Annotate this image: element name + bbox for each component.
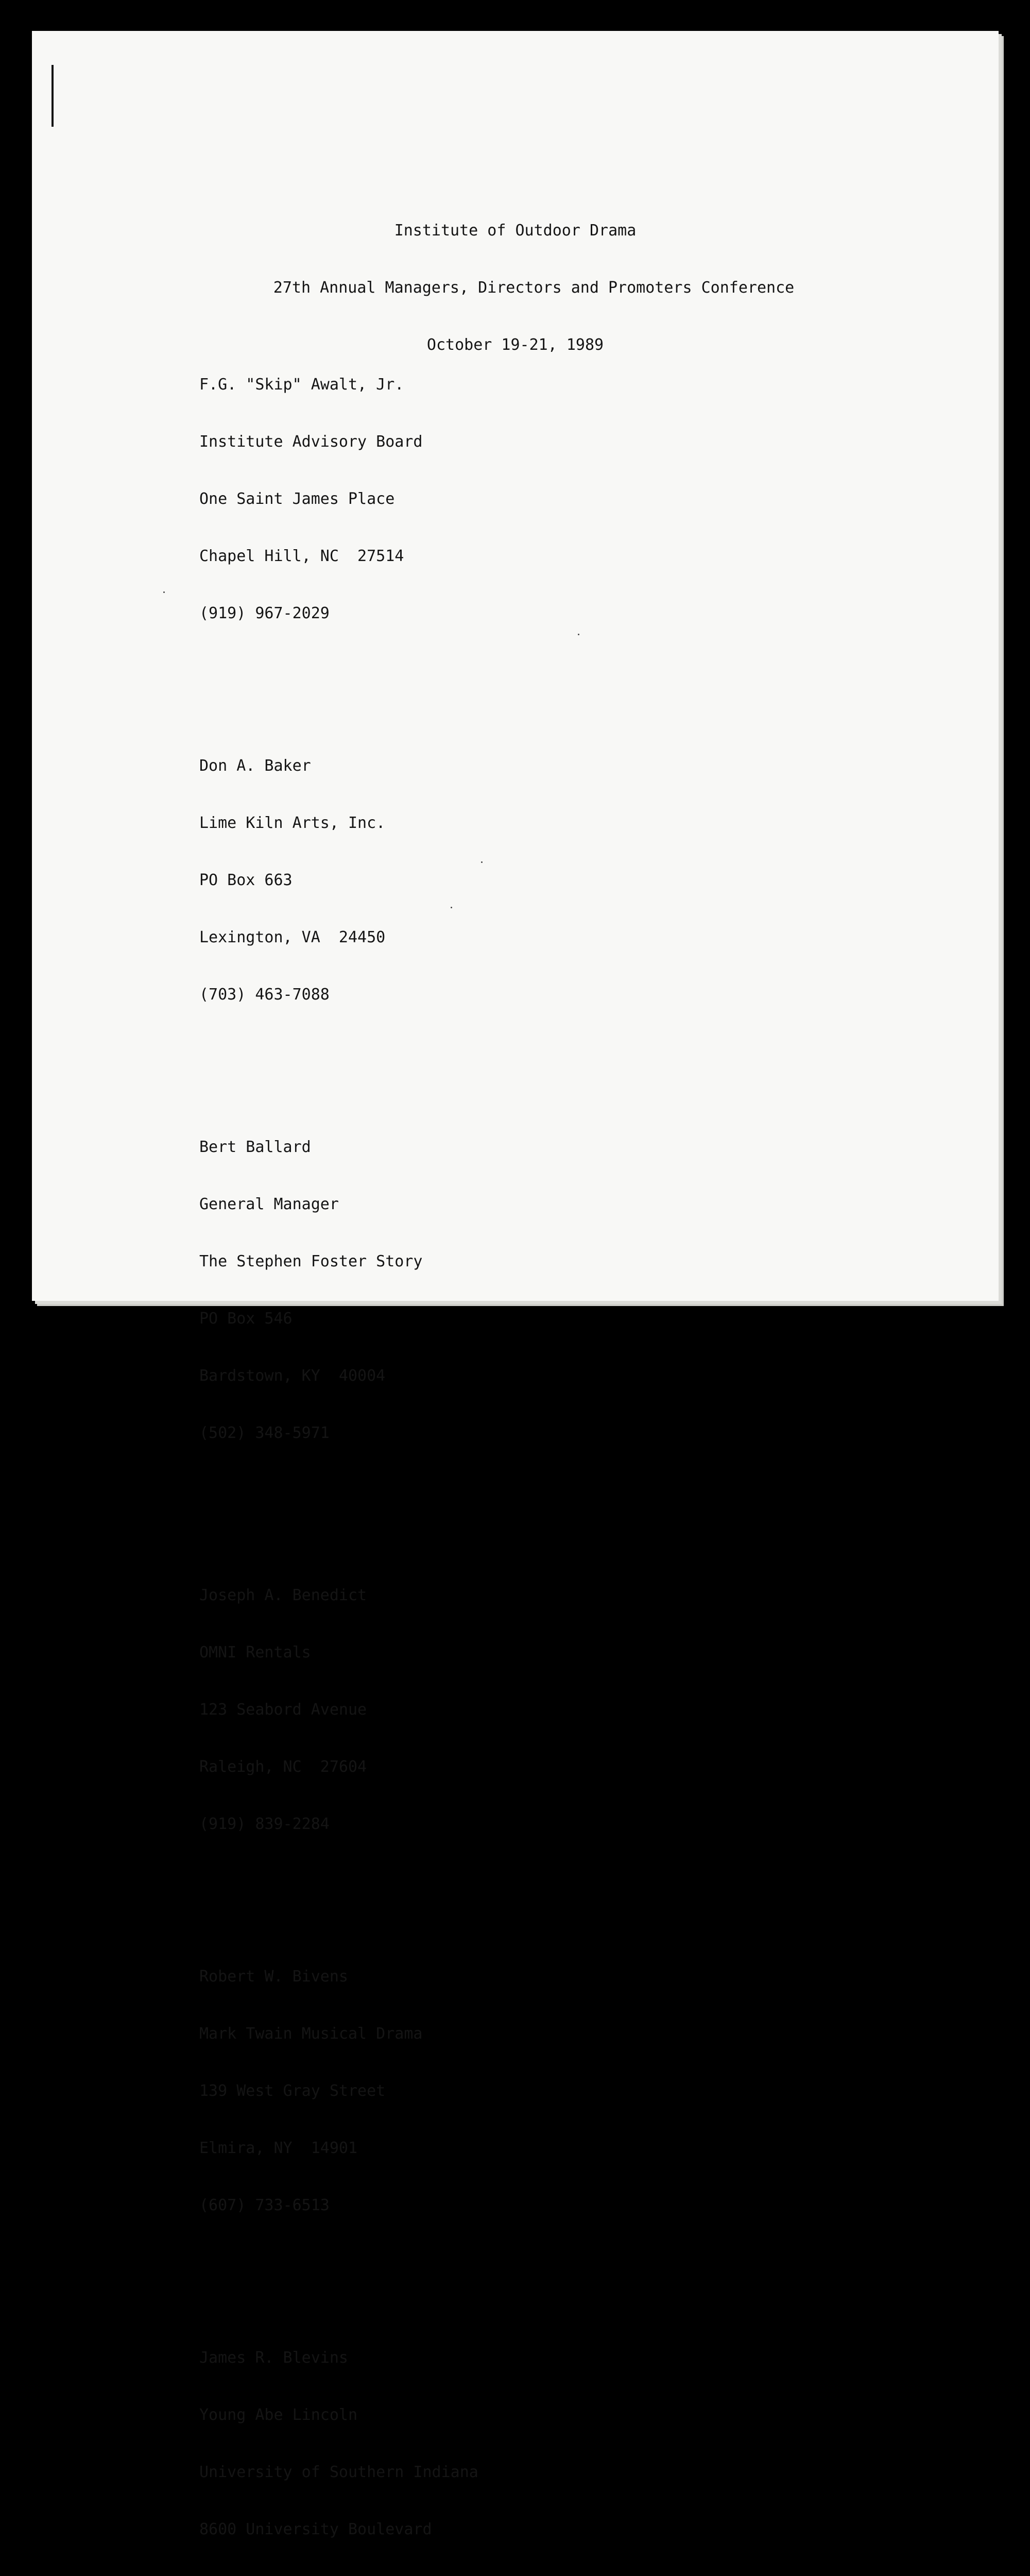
contact-affiliation: Young Abe Lincoln [199,2406,358,2424]
document-page [32,31,999,2538]
contact-name: F.G. "Skip" Awalt, Jr. [199,376,404,394]
contact-list [199,299,591,2576]
binder-mark [52,65,54,127]
contact-title: General Manager [199,1195,339,1213]
contact-affiliation: The Stephen Foster Story [199,1252,423,1270]
contact-street: 123 Seabord Avenue [199,1701,367,1719]
contact-street: 8600 University Boulevard [199,2520,432,2538]
contact-city: Chapel Hill, NC 27514 [199,547,404,565]
paper-speck [451,907,452,908]
contact-city: Raleigh, NC 27604 [199,1758,367,1776]
contact-entry [199,337,591,661]
contact-city: Bardstown, KY 40004 [199,1367,386,1385]
contact-street: One Saint James Place [199,490,395,508]
contact-affiliation: Institute Advisory Board [199,433,423,451]
contact-street: 139 West Gray Street [199,2082,386,2100]
contact-street: PO Box 663 [199,871,293,889]
contact-affiliation: Mark Twain Musical Drama [199,2025,423,2043]
contact-name: James R. Blevins [199,2349,348,2367]
contact-entry [199,1099,591,1481]
contact-name: Joseph A. Benedict [199,1586,367,1604]
contact-name: Bert Ballard [199,1138,311,1156]
contact-organization: University of Southern Indiana [199,2463,478,2481]
header-institute: Institute of Outdoor Drama [394,222,637,240]
contact-name: Robert W. Bivens [199,1968,348,1986]
header-date: October 19-21, 1989 [426,336,604,354]
paper-speck [163,591,165,593]
contact-phone: (919) 839-2284 [199,1815,330,1833]
contact-entry [199,1548,591,1872]
paper-speck [578,634,579,635]
contact-affiliation: OMNI Rentals [199,1643,311,1662]
contact-entry [199,1929,591,2253]
contact-phone: (703) 463-7088 [199,986,330,1004]
header-conference: 27th Annual Managers, Directors and Promoters Conference [273,279,795,297]
contact-phone: (919) 967-2029 [199,604,330,622]
contact-entry [199,718,591,1042]
paper-speck [481,861,483,863]
contact-entry [199,2310,591,2576]
contact-street: PO Box 546 [199,1310,293,1328]
contact-city: Elmira, NY 14901 [199,2139,358,2157]
contact-name: Don A. Baker [199,757,311,775]
contact-affiliation: Lime Kiln Arts, Inc. [199,814,386,832]
contact-phone: (502) 348-5971 [199,1424,330,1442]
contact-phone: (607) 733-6513 [199,2196,330,2214]
contact-city: Lexington, VA 24450 [199,928,386,946]
